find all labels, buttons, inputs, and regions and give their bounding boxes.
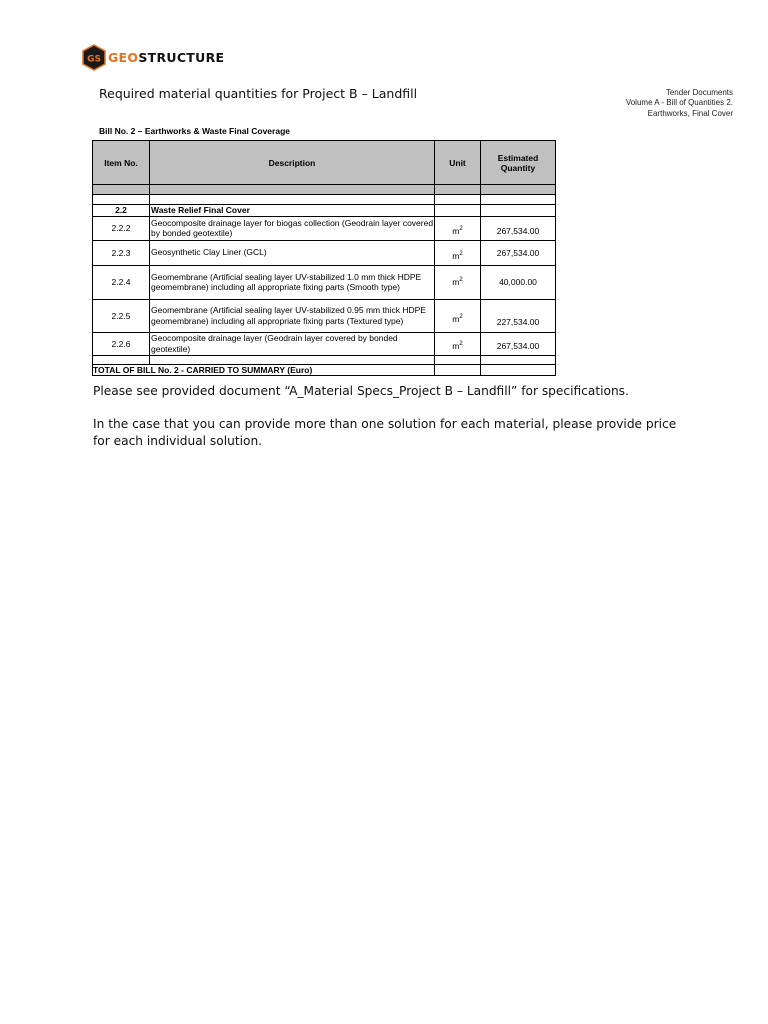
item-description: Geocomposite drainage layer for biogas collection (Geodrain layer covered by bonded geotextile)	[151, 217, 434, 238]
unit-base: m	[452, 313, 460, 324]
item-unit	[435, 240, 481, 265]
logo-geo-text: GEO	[108, 49, 139, 65]
item-description: Geomembrane (Artificial sealing layer UV-stabilized 1.0 mm thick HDPE geomembrane) including all appropriate fixing parts (Smooth type)	[150, 265, 435, 299]
column-header-item: Item No.	[93, 141, 150, 185]
tender-line: Volume A - Bill of Quantities 2.	[625, 98, 733, 108]
item-unit	[435, 216, 481, 240]
column-header-unit: Unit	[435, 141, 481, 185]
unit-exponent: 2	[459, 277, 463, 283]
item-no: 2.2.6	[93, 332, 150, 355]
logo-wordmark	[108, 50, 224, 65]
unit-base: m	[452, 250, 460, 261]
table-row	[93, 332, 556, 355]
item-unit	[435, 265, 481, 299]
item-description: Geocomposite drainage layer (Geodrain layer covered by bonded geotextile)	[150, 332, 435, 355]
unit-exponent: 2	[459, 313, 463, 320]
logo-hexagon-icon	[82, 44, 106, 71]
specs-note: Please see provided document “A_Material Specs_Project B – Landfill” for specifications.	[93, 384, 629, 398]
unit-base: m	[452, 277, 460, 287]
column-header-description: Description	[150, 141, 435, 185]
pricing-note: In the case that you can provide more than one solution for each material, please provide price for each individual solution.	[93, 417, 677, 448]
table-row	[93, 240, 556, 265]
item-no: 2.2.5	[93, 299, 150, 332]
total-label: TOTAL OF BILL No. 2 - CARRIED TO SUMMARY (Euro)	[93, 364, 435, 375]
table-header-row	[93, 141, 556, 185]
table-spacer-row	[93, 185, 556, 195]
table-section-row	[93, 205, 556, 217]
section-item-no: 2.2	[93, 205, 150, 217]
unit-exponent: 2	[459, 340, 463, 347]
logo-mark: GS	[87, 54, 101, 64]
quantity-header-line: Quantity	[500, 162, 536, 173]
tender-reference	[626, 88, 733, 119]
unit-base: m	[452, 340, 460, 351]
item-quantity: 40,000.00	[481, 265, 556, 299]
quantity-header-line: Estimated	[497, 152, 539, 163]
section-title: Waste Relief Final Cover	[150, 205, 435, 217]
unit-exponent: 2	[459, 250, 463, 257]
table-row	[93, 216, 556, 240]
table-spacer-row	[93, 195, 556, 205]
tender-line: Earthworks, Final Cover	[647, 108, 733, 118]
item-quantity: 267,534.00	[481, 332, 556, 355]
bill-of-quantities-table	[92, 140, 556, 376]
item-no: 2.2.4	[93, 265, 150, 299]
company-logo	[82, 43, 224, 71]
item-no: 2.2.3	[93, 240, 150, 265]
tender-line: Tender Documents	[665, 88, 733, 97]
item-quantity: 267,534.00	[481, 216, 556, 240]
item-description: Geosynthetic Clay Liner (GCL)	[150, 240, 435, 265]
item-unit	[435, 299, 481, 332]
table-total-row	[93, 364, 556, 375]
unit-base: m	[452, 226, 460, 236]
table-row	[93, 265, 556, 299]
table-spacer-row	[93, 355, 556, 364]
item-quantity: 267,534.00	[481, 240, 556, 265]
column-header-quantity	[481, 141, 556, 185]
item-unit	[435, 332, 481, 355]
item-no: 2.2.2	[93, 216, 150, 240]
item-description: Geomembrane (Artificial sealing layer UV-stabilized 0.95 mm thick HDPE geomembrane) including all appropriate fixing parts (Textured type)	[150, 299, 435, 332]
logo-structure-text: STRUCTURE	[138, 49, 225, 65]
item-quantity: 227,534.00	[481, 299, 556, 332]
bill-heading: Bill No. 2 – Earthworks & Waste Final Coverage	[99, 126, 290, 136]
table-row	[93, 299, 556, 332]
page-title: Required material quantities for Project B – Landfill	[99, 86, 418, 101]
unit-exponent: 2	[459, 226, 463, 232]
